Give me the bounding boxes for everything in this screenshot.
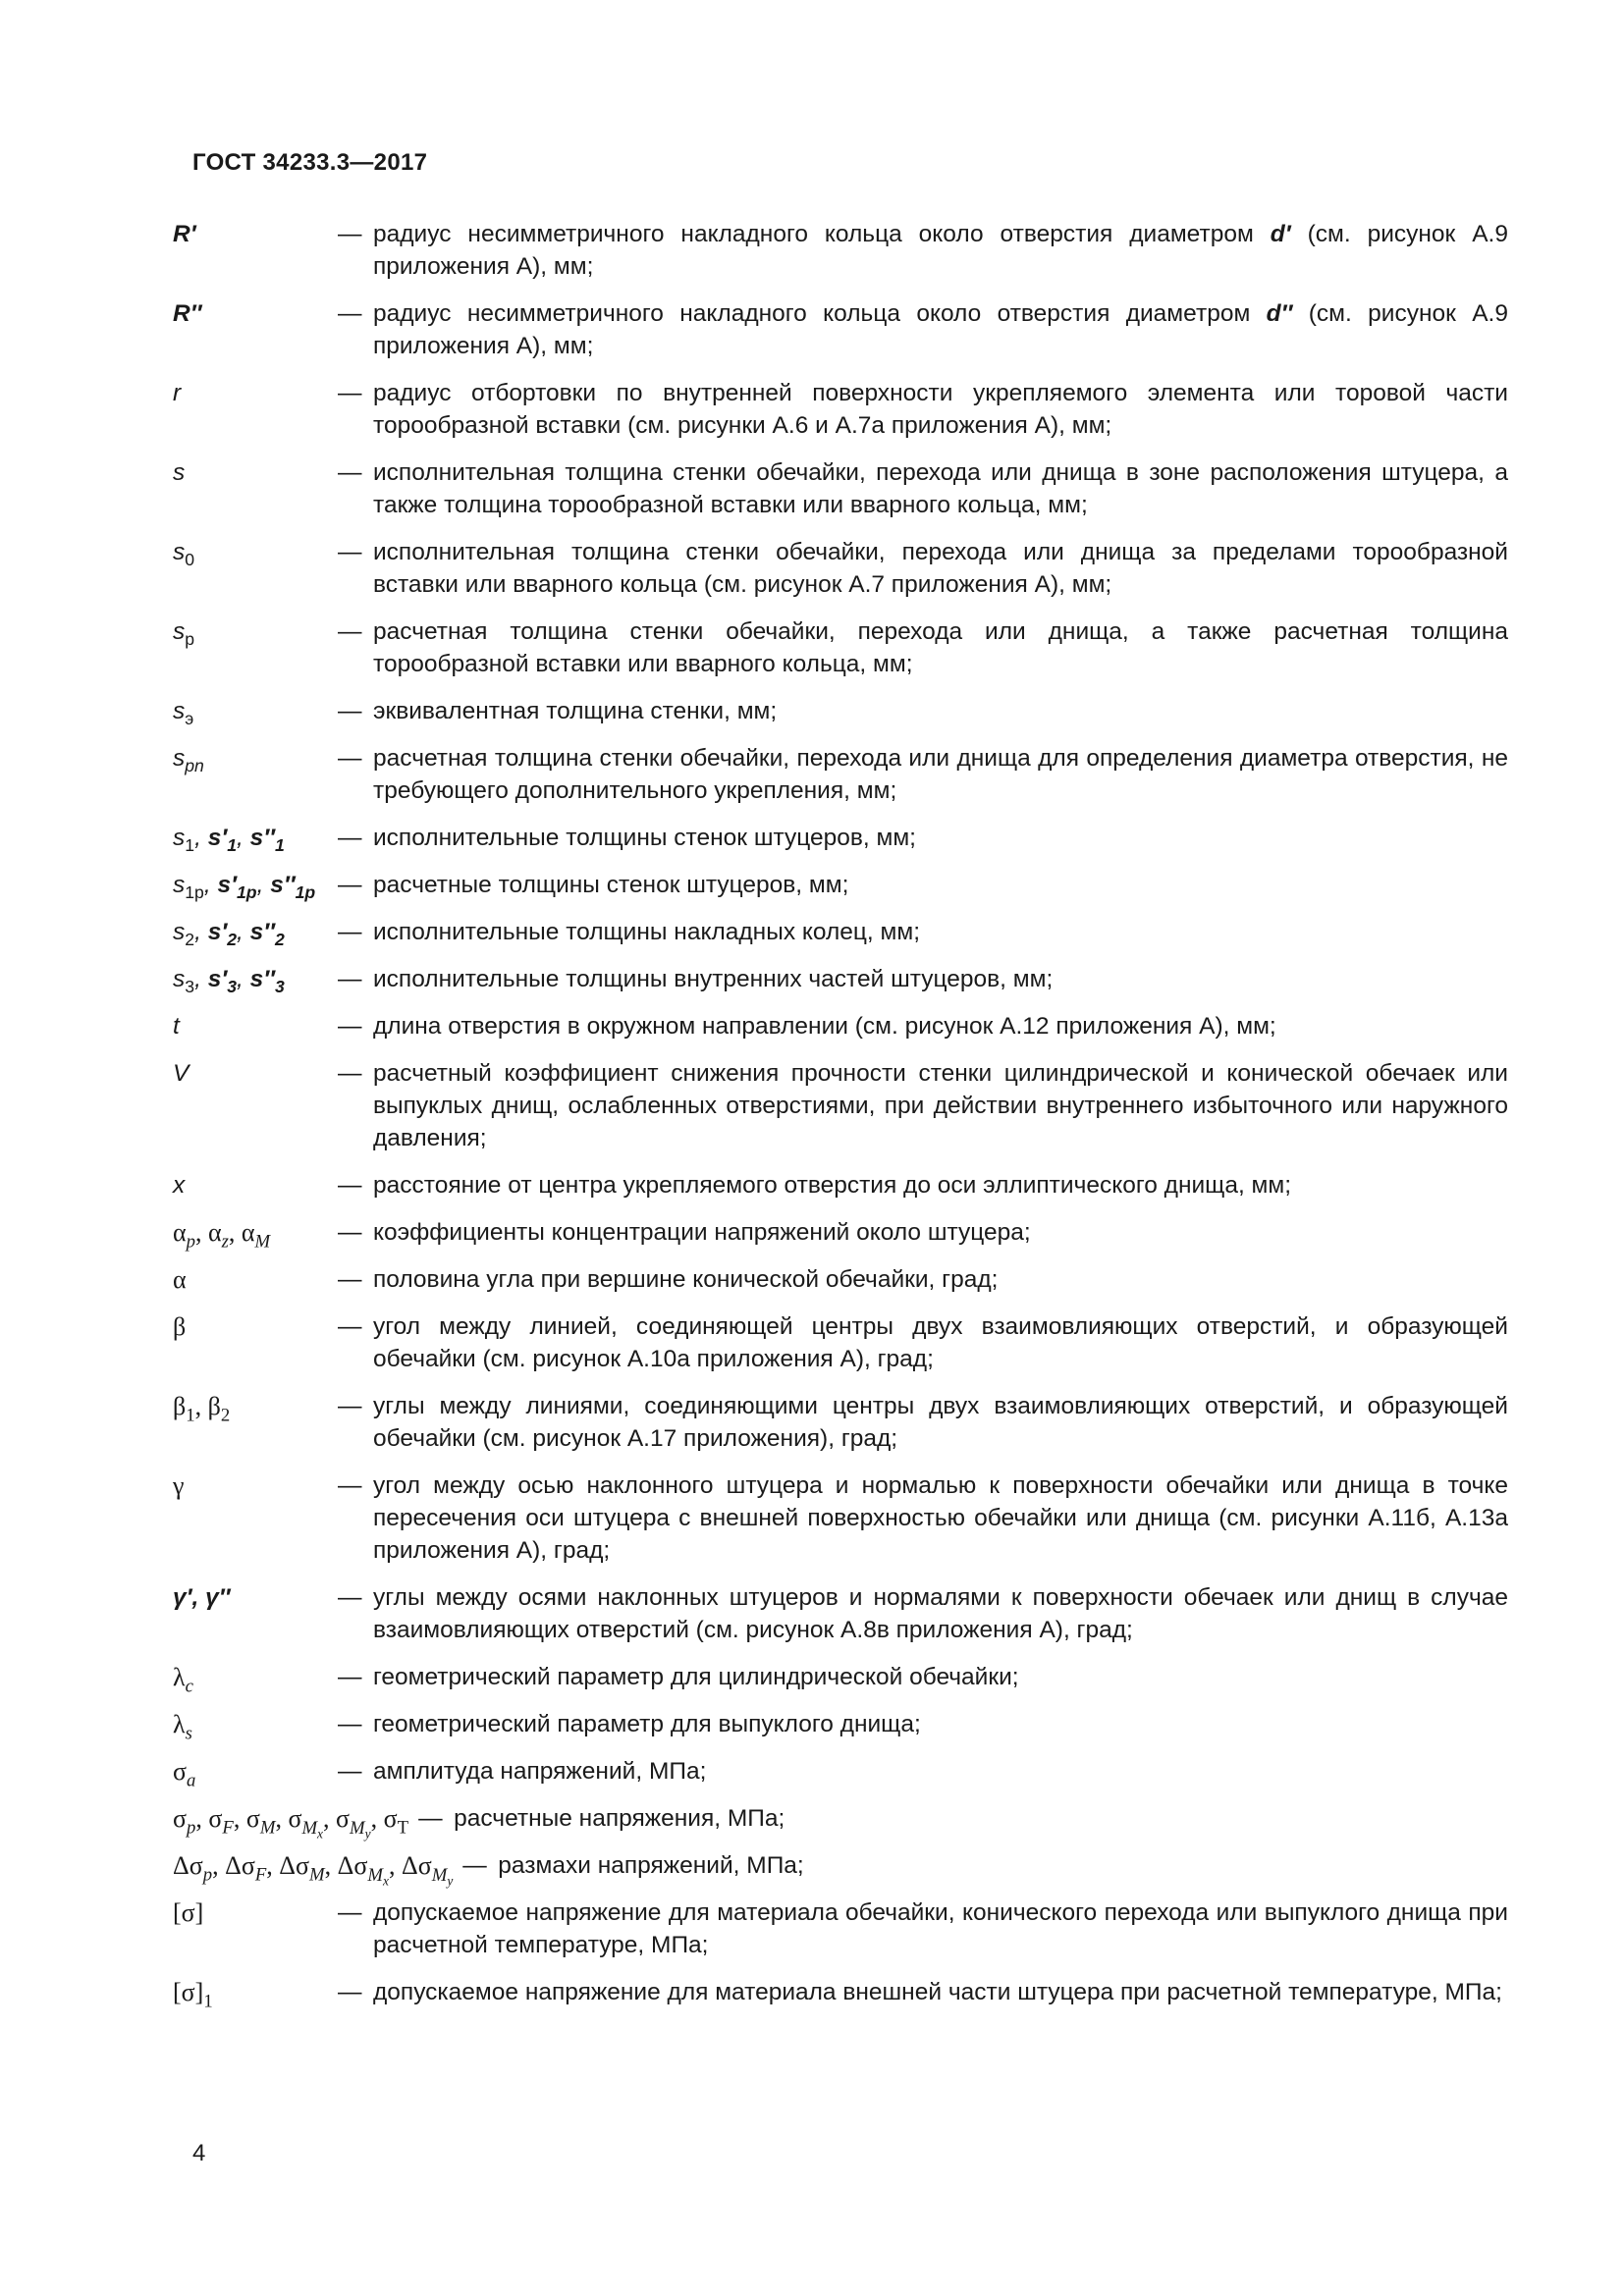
symbol: $s_2$, $s'_2$, $s''_2$	[173, 919, 285, 950]
symbol: R″	[173, 300, 202, 327]
symbol: r	[173, 380, 182, 406]
definition-row: $s_0$ — исполнительная толщина стенки обечайки, перехода или днища за пределами торообразной вставки или вварного кольца (см. рисунок А.7 приложения А), мм;	[173, 536, 1508, 601]
definition-row: α — половина угла при вершине конической обечайки, град;	[173, 1263, 1508, 1296]
definition-text: эквивалентная толщина стенки, мм;	[373, 698, 778, 724]
symbol: $\lambda_s$	[173, 1710, 192, 1744]
definition-text: расчетные толщины стенок штуцеров, мм;	[373, 872, 849, 898]
symbol: V	[173, 1060, 189, 1087]
definition-text: расстояние от центра укрепляемого отверстия до оси эллиптического днища, мм;	[373, 1172, 1292, 1199]
symbol: $s_р$	[173, 618, 195, 650]
definition-row: $s_{pn}$ — расчетная толщина стенки обечайки, перехода или днища для определения диаметра отверстия, не требующего дополнительного укрепления, мм;	[173, 742, 1508, 807]
symbol: [σ]	[173, 1898, 204, 1927]
definition-row: $s_э$ — эквивалентная толщина стенки, мм;	[173, 695, 1508, 727]
symbol: γ	[173, 1471, 185, 1500]
definition-row: $\sigma_a$ — амплитуда напряжений, МПа;	[173, 1755, 1508, 1788]
definition-row: $s_2$, $s'_2$, $s''_2$ — исполнительные толщины накладных колец, мм;	[173, 916, 1508, 948]
definition-row: s — исполнительная толщина стенки обечайки, перехода или днища в зоне расположения штуцера, а также толщина торообразной вставки или вварного кольца, мм;	[173, 456, 1508, 521]
definition-text: амплитуда напряжений, МПа;	[373, 1758, 707, 1785]
definition-row: $\Delta\sigma_p$, $\Delta\sigma_F$, $\Delta\sigma_M$, $\Delta\sigma_{M_x}$, $\Delta\sigma_{M_y}$ — размахи напряжений, МПа;	[173, 1849, 1508, 1882]
definition-row: [σ] — допускаемое напряжение для материала обечайки, конического перехода или выпуклого днища при расчетной температуре, МПа;	[173, 1896, 1508, 1961]
symbol: $s_1$, $s'_1$, $s''_1$	[173, 825, 285, 856]
definition-row: $s_{1р}$, $s'_{1р}$, $s''_{1р}$ — расчетные толщины стенок штуцеров, мм;	[173, 869, 1508, 901]
symbol: γ′, γ″	[173, 1584, 231, 1611]
symbol: $s_{1р}$, $s'_{1р}$, $s''_{1р}$	[173, 872, 316, 903]
definition-text: расчетная толщина стенки обечайки, перехода или днища для определения диаметра отверстия, не требующего дополнительного укрепления, мм;	[373, 745, 1508, 804]
definition-row: $\alpha_p$, $\alpha_z$, $\alpha_M$ — коэффициенты концентрации напряжений около штуцера;	[173, 1216, 1508, 1249]
document-header: ГОСТ 34233.3—2017	[192, 149, 428, 176]
definition-row: R″ — радиус несимметричного накладного кольца около отверстия диаметром d″ (см. рисунок А.9 приложения А), мм;	[173, 297, 1508, 362]
definition-text: радиус несимметричного накладного кольца около отверстия диаметром d′ (см. рисунок А.9 приложения А), мм;	[373, 221, 1508, 280]
definition-text: исполнительные толщины стенок штуцеров, мм;	[373, 825, 916, 851]
symbol: $\lambda_c$	[173, 1663, 193, 1697]
symbol: t	[173, 1013, 180, 1040]
definition-row: $s_р$ — расчетная толщина стенки обечайки, перехода или днища, а также расчетная толщина торообразной вставки или вварного кольца, мм;	[173, 615, 1508, 680]
symbol: $\Delta\sigma_p$, $\Delta\sigma_F$, $\Delta\sigma_M$, $\Delta\sigma_{M_x}$, $\Delta\sigma_{M_y}$	[173, 1851, 454, 1889]
definition-text: расчетный коэффициент снижения прочности стенки цилиндрической и конической обечаек или выпуклых днищ, ослабленных отверстиями, при действии внутреннего избыточного или наружного давления;	[373, 1060, 1508, 1151]
definition-row: V — расчетный коэффициент снижения прочности стенки цилиндрической и конической обечаек или выпуклых днищ, ослабленных отверстиями, при действии внутреннего избыточного или наружного давления;	[173, 1057, 1508, 1154]
definition-row: $\beta_1$, $\beta_2$ — углы между линиями, соединяющими центры двух взаимовлияющих отверстий, и образующей обечайки (см. рисунок А.17 приложения), град;	[173, 1390, 1508, 1455]
definition-text: исполнительная толщина стенки обечайки, перехода или днища за пределами торообразной вставки или вварного кольца (см. рисунок А.7 приложения А), мм;	[373, 539, 1508, 598]
definition-row: $[\sigma]_1$ — допускаемое напряжение для материала внешней части штуцера при расчетной температуре, МПа;	[173, 1976, 1508, 2008]
definition-row: β — угол между линией, соединяющей центры двух взаимовлияющих отверстий, и образующей обечайки (см. рисунок А.10а приложения А), град;	[173, 1310, 1508, 1375]
definition-row: r — радиус отбортовки по внутренней поверхности укрепляемого элемента или торовой части торообразной вставки (см. рисунки А.6 и А.7а приложения А), мм;	[173, 377, 1508, 442]
definition-text: углы между линиями, соединяющими центры двух взаимовлияющих отверстий, и образующей обечайки (см. рисунок А.17 приложения), град;	[373, 1393, 1508, 1452]
definition-text: исполнительная толщина стенки обечайки, перехода или днища в зоне расположения штуцера, а также толщина торообразной вставки или вварного кольца, мм;	[373, 459, 1508, 518]
definition-text: допускаемое напряжение для материала внешней части штуцера при расчетной температуре, МПа;	[373, 1979, 1502, 2005]
definition-text: радиус несимметричного накладного кольца около отверстия диаметром d″ (см. рисунок А.9 приложения А), мм;	[373, 300, 1508, 359]
symbol: β	[173, 1312, 187, 1341]
definition-text: расчетная толщина стенки обечайки, перехода или днища, а также расчетная толщина торообразной вставки или вварного кольца, мм;	[373, 618, 1508, 677]
definition-row: x — расстояние от центра укрепляемого отверстия до оси эллиптического днища, мм;	[173, 1169, 1508, 1201]
definition-text: угол между линией, соединяющей центры двух взаимовлияющих отверстий, и образующей обечайки (см. рисунок А.10а приложения А), град;	[373, 1313, 1508, 1372]
definition-text: исполнительные толщины внутренних частей штуцеров, мм;	[373, 966, 1054, 992]
symbol: $s_3$, $s'_3$, $s''_3$	[173, 966, 285, 997]
symbol: $[\sigma]_1$	[173, 1978, 213, 2012]
definition-text: углы между осями наклонных штуцеров и нормалями к поверхности обечаек или днищ в случае взаимовлияющих отверстий (см. рисунок А.8в приложения А), град;	[373, 1584, 1508, 1643]
symbol: α	[173, 1265, 187, 1294]
symbol: $s_0$	[173, 539, 195, 570]
definition-row: γ — угол между осью наклонного штуцера и нормалью к поверхности обечайки или днища в точке пересечения оси штуцера с внешней поверхностью обечайки или днища (см. рисунки А.11б, А.13а приложения А), град;	[173, 1469, 1508, 1567]
definition-text: размахи напряжений, МПа;	[498, 1852, 804, 1879]
definition-text: допускаемое напряжение для материала обечайки, конического перехода или выпуклого днища при расчетной температуре, МПа;	[373, 1899, 1508, 1958]
definition-text: исполнительные толщины накладных колец, мм;	[373, 919, 921, 945]
definition-row: $\sigma_p$, $\sigma_F$, $\sigma_M$, $\sigma_{M_x}$, $\sigma_{M_y}$, $\sigma_Т$ — расчетные напряжения, МПа;	[173, 1802, 1508, 1835]
definition-text: расчетные напряжения, МПа;	[454, 1805, 785, 1832]
definitions-list	[173, 218, 1508, 2023]
symbol: s	[173, 459, 186, 486]
definition-row: $\lambda_s$ — геометрический параметр для выпуклого днища;	[173, 1708, 1508, 1740]
symbol: $\sigma_a$	[173, 1757, 196, 1791]
symbol: $s_э$	[173, 698, 194, 729]
definition-text: геометрический параметр для выпуклого днища;	[373, 1711, 921, 1737]
definition-row: R′ — радиус несимметричного накладного кольца около отверстия диаметром d′ (см. рисунок А.9 приложения А), мм;	[173, 218, 1508, 283]
definition-text: геометрический параметр для цилиндрической обечайки;	[373, 1664, 1019, 1690]
symbol: R′	[173, 221, 196, 247]
definition-text: угол между осью наклонного штуцера и нормалью к поверхности обечайки или днища в точке пересечения оси штуцера с внешней поверхностью обечайки или днища (см. рисунки А.11б, А.13а приложения А), град;	[373, 1472, 1508, 1564]
symbol: $\beta_1$, $\beta_2$	[173, 1392, 231, 1426]
definition-text: длина отверстия в окружном направлении (см. рисунок А.12 приложения А), мм;	[373, 1013, 1276, 1040]
definition-row: $s_3$, $s'_3$, $s''_3$ — исполнительные толщины внутренних частей штуцеров, мм;	[173, 963, 1508, 995]
definition-row: $s_1$, $s'_1$, $s''_1$ — исполнительные толщины стенок штуцеров, мм;	[173, 822, 1508, 854]
symbol: x	[173, 1172, 186, 1199]
symbol: $\alpha_p$, $\alpha_z$, $\alpha_M$	[173, 1218, 271, 1253]
definition-row: γ′, γ″ — углы между осями наклонных штуцеров и нормалями к поверхности обечаек или днищ в случае взаимовлияющих отверстий (см. рисунок А.8в приложения А), град;	[173, 1581, 1508, 1646]
symbol: $s_{pn}$	[173, 745, 204, 776]
definition-text: половина угла при вершине конической обечайки, град;	[373, 1266, 999, 1293]
definition-row: t — длина отверстия в окружном направлении (см. рисунок А.12 приложения А), мм;	[173, 1010, 1508, 1042]
definition-row: $\lambda_c$ — геометрический параметр для цилиндрической обечайки;	[173, 1661, 1508, 1693]
definition-text: радиус отбортовки по внутренней поверхности укрепляемого элемента или торовой части торообразной вставки (см. рисунки А.6 и А.7а приложения А), мм;	[373, 380, 1508, 439]
definition-text: коэффициенты концентрации напряжений около штуцера;	[373, 1219, 1031, 1246]
symbol: $\sigma_p$, $\sigma_F$, $\sigma_M$, $\sigma_{M_x}$, $\sigma_{M_y}$, $\sigma_Т$	[173, 1804, 409, 1842]
page-number: 4	[192, 2140, 206, 2166]
